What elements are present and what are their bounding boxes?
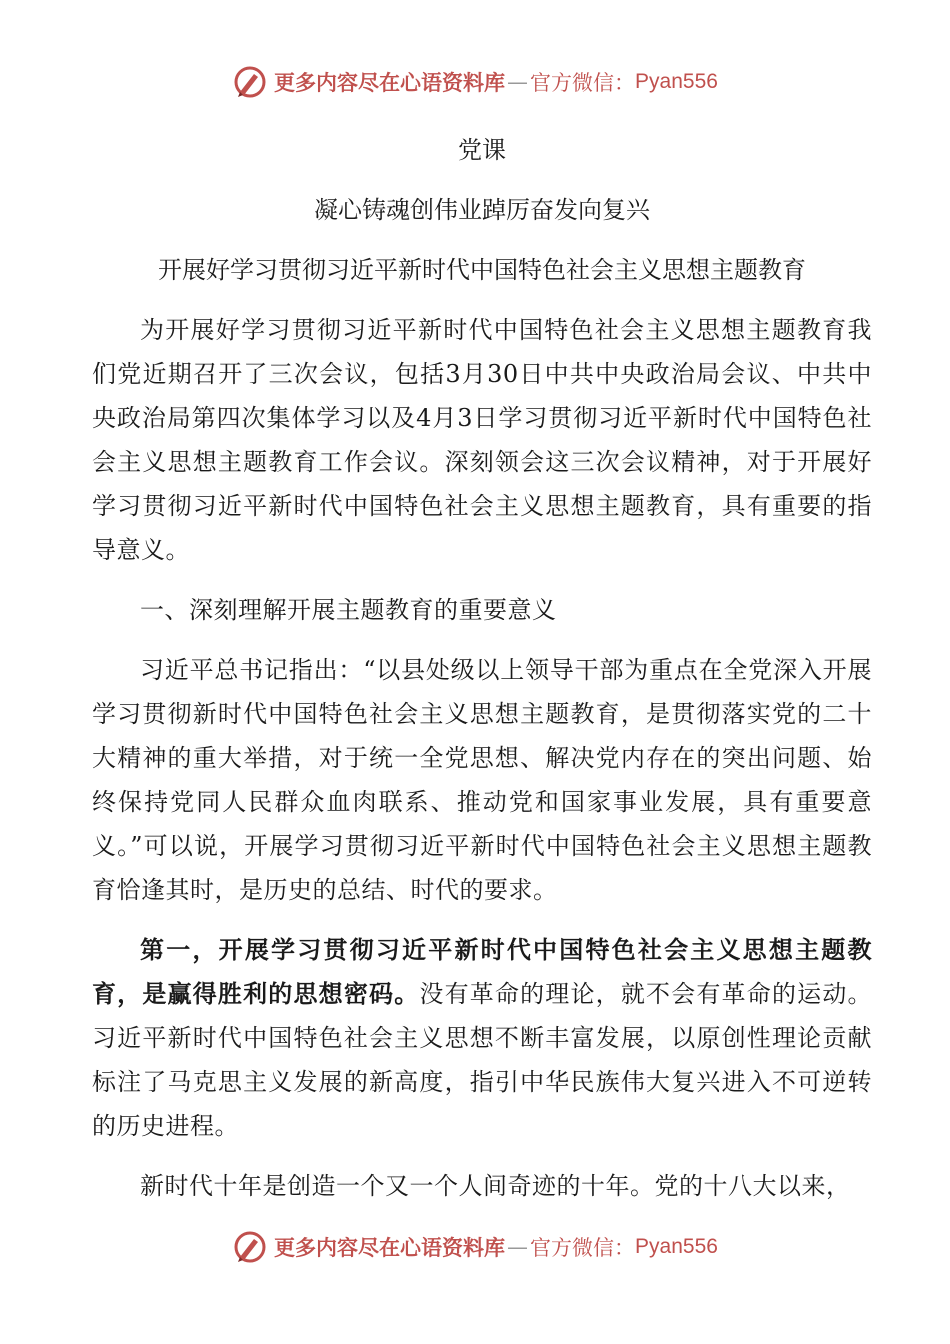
paragraph-quote: 习近平总书记指出：“以县处级以上领导干部为重点在全党深入开展学习贯彻新时代中国特色社会主义思想主题教育，是贯彻落实党的二十大精神的重大举措，对于统一全党思想、解决党内存在的突出问题、始终保持党同人民群众血肉联系、推动党和国家事业发展，具有重要意义。”可以说，开展学习贯彻习近平新时代中国特色社会主义思想主题教育恰逢其时，是历史的总结、时代的要求。 (92, 656, 872, 904)
footer-banner-brand: 更多内容尽在心语资料库 (274, 1236, 506, 1260)
footer-banner-wechat-label: 官方微信： (530, 1236, 636, 1260)
paragraph-intro: 为开展好学习贯彻习近平新时代中国特色社会主义思想主题教育我们党近期召开了三次会议，包括3月30日中共中央政治局会议、中共中央政治局第四次集体学习以及4月3日学习贯彻习近平新时代中国特色社会主义思想主题教育工作会议。深刻领会这三次会议精神，对于开展好学习贯彻习近平新时代中国特色社会主义思想主题教育，具有重要的指导意义。 (92, 316, 872, 564)
pen-logo-icon (232, 1229, 268, 1265)
doc-title-line1: 党课 (458, 136, 506, 164)
paragraph-new-era: 新时代十年是创造一个又一个人间奇迹的十年。党的十八大以来， (140, 1172, 851, 1200)
banner-dash: — (507, 70, 529, 94)
section-heading-1: 一、深刻理解开展主题教育的重要意义 (140, 596, 557, 624)
footer-banner-account: Pyan556 (635, 1235, 718, 1258)
footer-banner-dash: — (507, 1235, 529, 1259)
document-body (92, 128, 872, 1224)
doc-title-line2: 凝心铸魂创伟业踔厉奋发向复兴 (314, 196, 650, 224)
banner-account: Pyan556 (635, 70, 718, 93)
paragraph-first-point (92, 928, 872, 1148)
banner-wechat-label: 官方微信： (530, 71, 636, 95)
first-point-bold-lead: 第一，开展学习贯彻习近平新时代中国特色社会主义思想主题教育，是赢得胜利的思想密码。 (92, 935, 872, 1008)
header-banner (0, 60, 950, 104)
doc-title-line3: 开展好学习贯彻习近平新时代中国特色社会主义思想主题教育 (158, 256, 806, 284)
footer-banner (0, 1225, 950, 1269)
pen-logo-icon (232, 64, 268, 100)
banner-brand: 更多内容尽在心语资料库 (274, 71, 506, 95)
first-point-body: 没有革命的理论，就不会有革命的运动。习近平新时代中国特色社会主义思想不断丰富发展，以原创性理论贡献标注了马克思主义发展的新高度，指引中华民族伟大复兴进入不可逆转的历史进程。 (92, 980, 873, 1140)
